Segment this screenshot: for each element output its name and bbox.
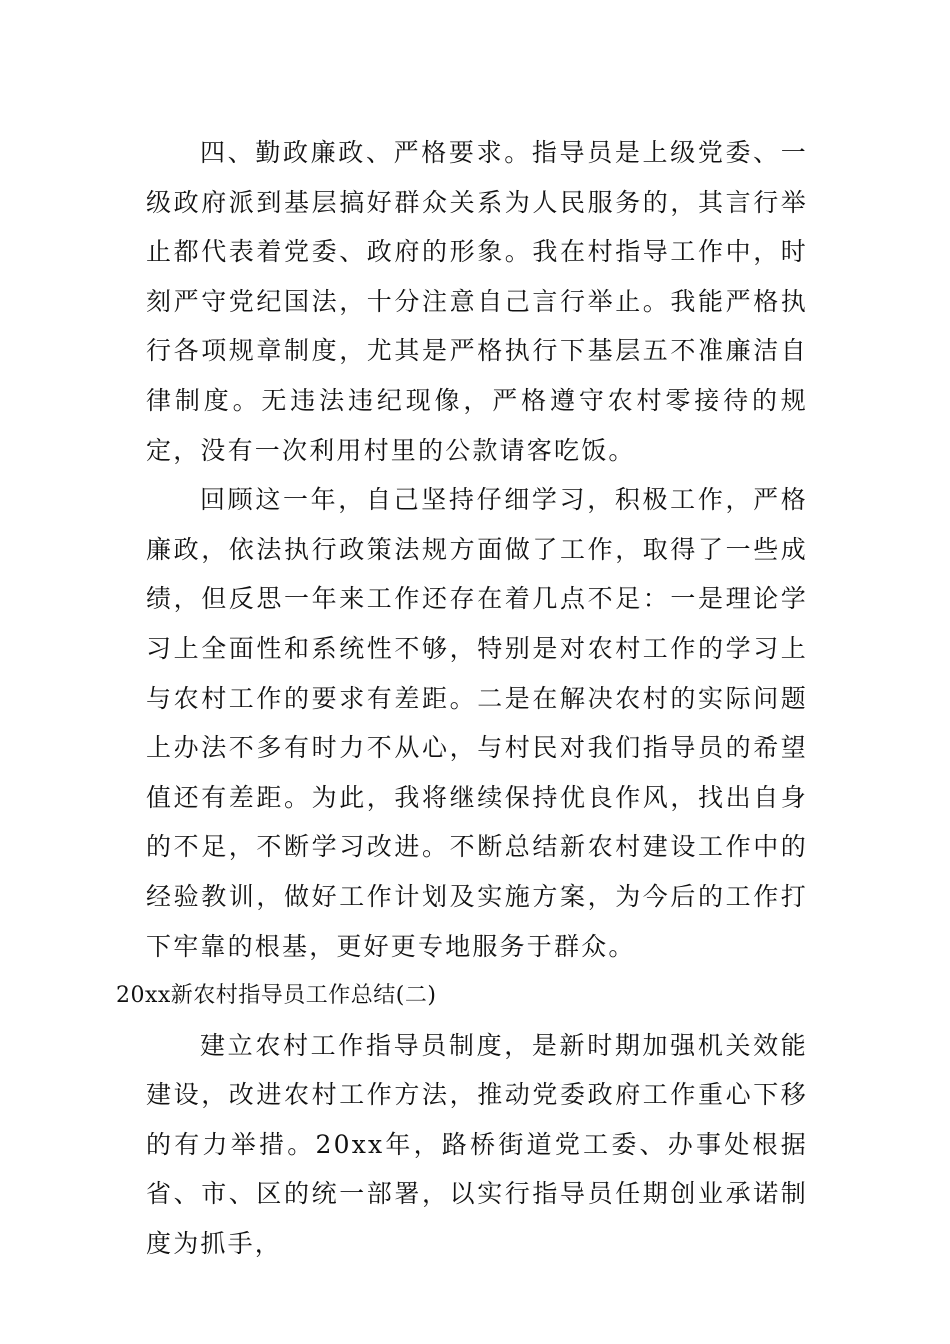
section-heading: 20xx新农村指导员工作总结(二) (116, 983, 437, 1009)
paragraph-section-intro: 建立农村工作指导员制度，是新时期加强机关效能建设，改进农村工作方法，推动党委政府工作重心下移的有力举措。20xx年，路桥街道党工委、办事处根据省、市、区的统一部署，以实行指导员任期创业承诺制度为抓手， (146, 1030, 808, 1259)
paragraph-review: 回顾这一年，自己坚持仔细学习，积极工作，严格廉政，依法执行政策法规方面做了工作，取得了一些成绩，但反思一年来工作还存在着几点不足：一是理论学习上全面性和系统性不够，特别是对农村工作的学习上与农村工作的要求有差距。二是在解决农村的实际问题上办法不多有时力不从心，与村民对我们指导员的希望值还有差距。为此，我将继续保持优良作风，找出自身的不足，不断学习改进。不断总结新农村建设工作中的经验教训，做好工作计划及实施方案，为今后的工作打下牢靠的根基，更好更专地服务于群众。 (146, 485, 808, 961)
paragraph-integrity: 四、勤政廉政、严格要求。指导员是上级党委、一级政府派到基层搞好群众关系为人民服务的，其言行举止都代表着党委、政府的形象。我在村指导工作中，时刻严守党纪国法，十分注意自己言行举止。我能严格执行各项规章制度，尤其是严格执行下基层五不准廉洁自律制度。无违法违纪现像，严格遵守农村零接待的规定，没有一次利用村里的公款请客吃饭。 (146, 138, 808, 465)
document-page (116, 128, 808, 1269)
